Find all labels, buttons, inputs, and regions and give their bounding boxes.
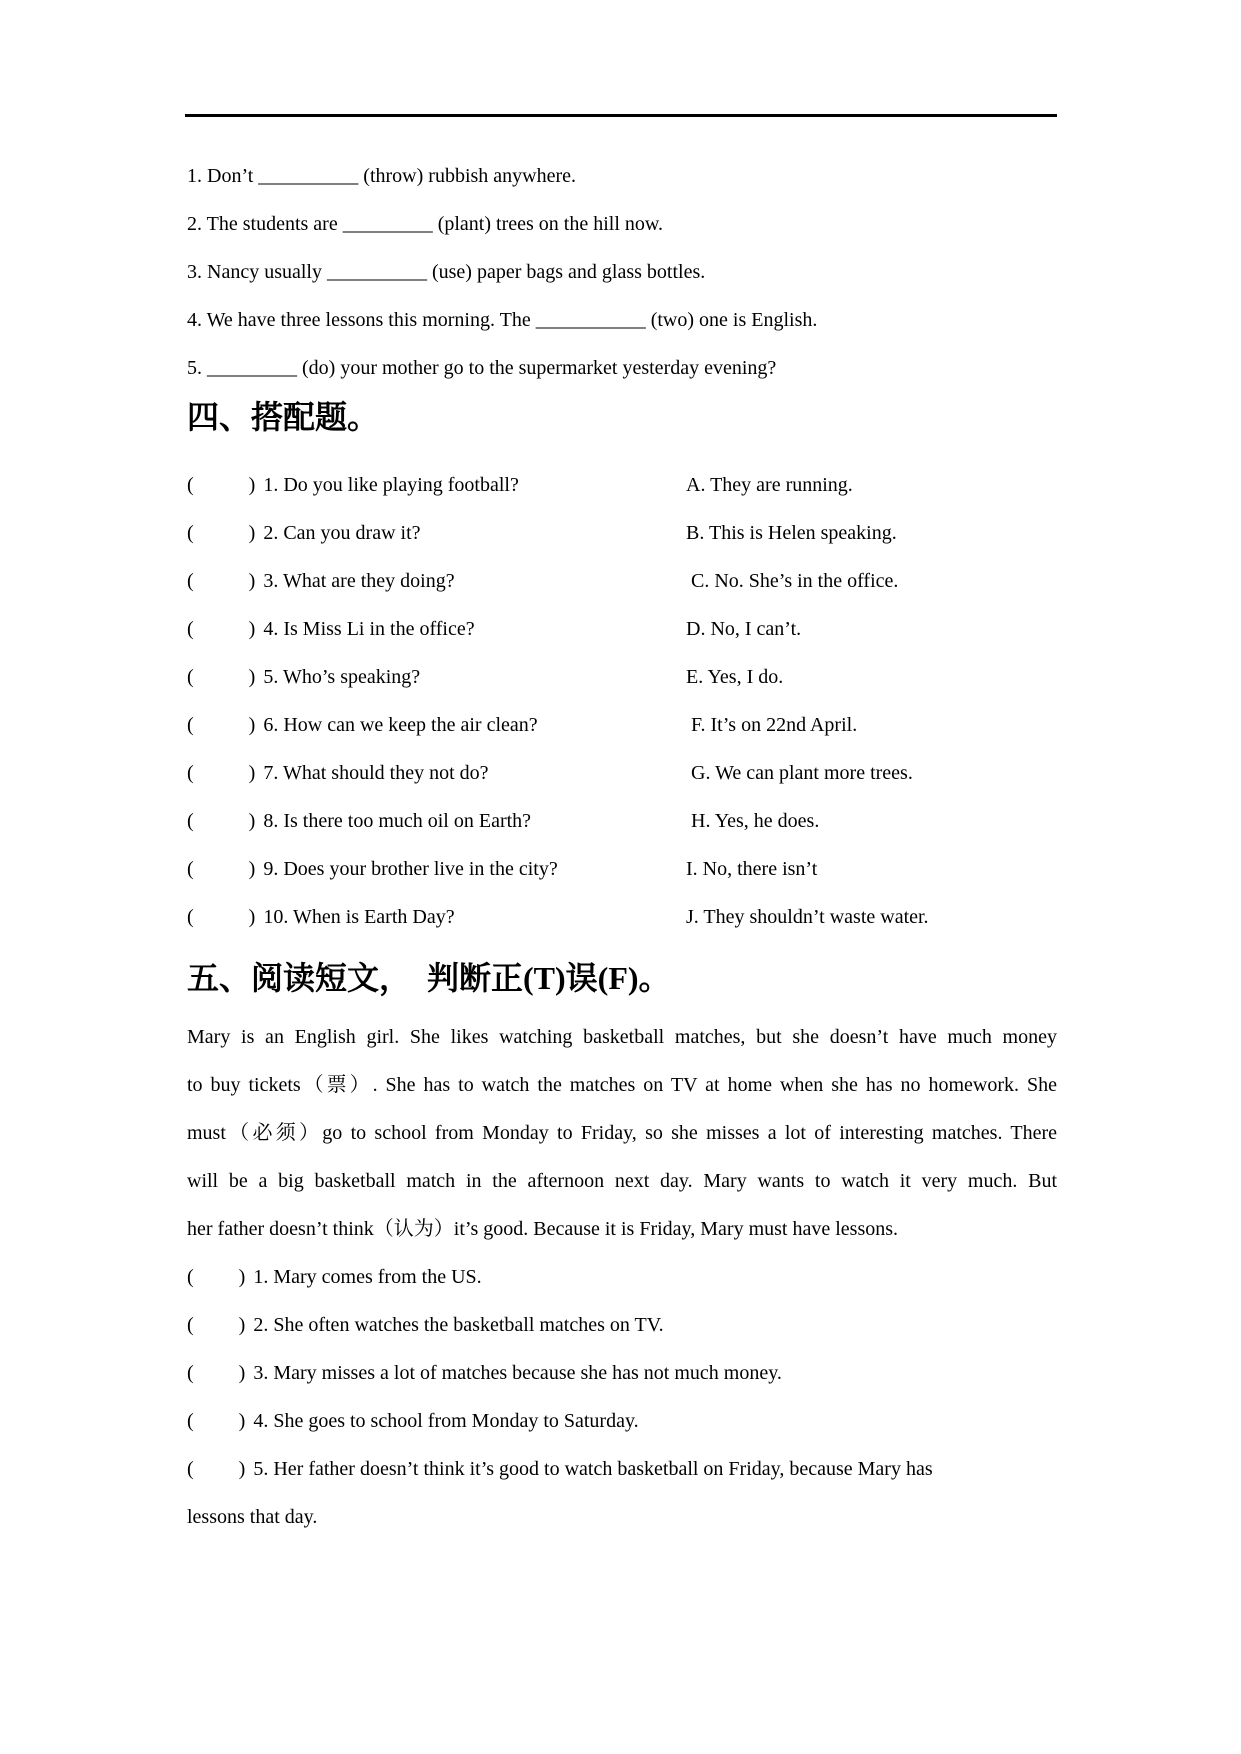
answer-paren-close: ) (248, 906, 256, 928)
matching-row-8 (187, 797, 1057, 845)
matching-question: 9. Does your brother live in the city? (263, 858, 558, 880)
fill-in-item-2 (187, 200, 1057, 248)
matching-row-4 (187, 605, 1057, 653)
answer-paren-close: ) (248, 858, 256, 880)
matching-question: 4. Is Miss Li in the office? (263, 618, 475, 640)
answer-paren-close: ) (248, 810, 256, 832)
matching-answer: A. They are running. (686, 474, 853, 496)
fill-in-item-4 (187, 296, 1057, 344)
tf-statement: 2. She often watches the basketball matches on TV. (253, 1314, 664, 1336)
tf-statement-continuation: lessons that day. (187, 1506, 318, 1528)
matching-row-9 (187, 845, 1057, 893)
answer-paren-close: ) (248, 474, 256, 496)
matching-answer: F. It’s on 22nd April. (686, 714, 858, 736)
matching-answer: I. No, there isn’t (686, 858, 818, 880)
header-rule (185, 114, 1057, 117)
answer-paren-open: ( (187, 714, 194, 736)
matching-question: 10. When is Earth Day? (263, 906, 455, 928)
answer-paren-open: ( (187, 906, 194, 928)
reading-passage (187, 1013, 1057, 1253)
answer-paren-close: ) (238, 1266, 246, 1288)
matching-question: 5. Who’s speaking? (263, 666, 421, 688)
answer-paren-open: ( (187, 1458, 194, 1480)
reading-section-heading: 五、阅读短文， 判断正(T)误(F)。 (187, 960, 671, 996)
matching-answer: J. They shouldn’t waste water. (686, 906, 929, 928)
matching-row-2 (187, 509, 1057, 557)
fill-in-item-5-text: 5. _________ (do) your mother go to the supermarket yesterday evening? (187, 357, 777, 379)
matching-row-10 (187, 893, 1057, 941)
passage-line-4: will be a big basketball match in the afternoon next day. Mary wants to watch it very much. But (187, 1170, 1057, 1192)
matching-question: 8. Is there too much oil on Earth? (263, 810, 532, 832)
fill-in-item-4-text: 4. We have three lessons this morning. The ___________ (two) one is English. (187, 309, 818, 331)
answer-paren-close: ) (238, 1314, 246, 1336)
matching-question: 2. Can you draw it? (263, 522, 421, 544)
matching-answer: H. Yes, he does. (686, 810, 820, 832)
matching-section (187, 461, 1057, 941)
fill-in-item-1-text: 1. Don’t __________ (throw) rubbish anywhere. (187, 165, 577, 187)
answer-paren-open: ( (187, 810, 194, 832)
answer-paren-close: ) (238, 1362, 246, 1384)
answer-paren-open: ( (187, 522, 194, 544)
answer-paren-close: ) (248, 522, 256, 544)
answer-paren-open: ( (187, 1266, 194, 1288)
answer-paren-close: ) (248, 714, 256, 736)
answer-paren-open: ( (187, 858, 194, 880)
answer-paren-close: ) (248, 570, 256, 592)
answer-paren-close: ) (248, 618, 256, 640)
answer-paren-open: ( (187, 666, 194, 688)
matching-section-heading: 四、搭配题。 (187, 399, 380, 435)
passage-line-5: her father doesn’t think（认为）it’s good. Because it is Friday, Mary must have lessons. (187, 1218, 899, 1240)
true-false-section (187, 1253, 1057, 1541)
answer-paren-close: ) (238, 1458, 246, 1480)
answer-paren-open: ( (187, 1410, 194, 1432)
matching-question: 6. How can we keep the air clean? (263, 714, 538, 736)
tf-item-3 (187, 1349, 1057, 1397)
passage-line-3: must（必须）go to school from Monday to Friday, so she misses a lot of interesting matches. There (187, 1122, 1057, 1144)
tf-statement: 1. Mary comes from the US. (253, 1266, 482, 1288)
matching-answer: E. Yes, I do. (686, 666, 784, 688)
answer-paren-open: ( (187, 1362, 194, 1384)
tf-item-4 (187, 1397, 1057, 1445)
fill-in-section (187, 152, 1057, 392)
answer-paren-open: ( (187, 570, 194, 592)
tf-statement: 3. Mary misses a lot of matches because she has not much money. (253, 1362, 782, 1384)
matching-row-5 (187, 653, 1057, 701)
answer-paren-close: ) (248, 666, 256, 688)
tf-item-2 (187, 1301, 1057, 1349)
matching-question: 1. Do you like playing football? (263, 474, 519, 496)
answer-paren-close: ) (248, 762, 256, 784)
fill-in-item-5 (187, 344, 1057, 392)
passage-line-2: to buy tickets（票）. She has to watch the matches on TV at home when she has no homework. She (187, 1074, 1057, 1096)
tf-statement: 4. She goes to school from Monday to Saturday. (253, 1410, 639, 1432)
matching-row-6 (187, 701, 1057, 749)
matching-question: 3. What are they doing? (263, 570, 455, 592)
matching-row-1 (187, 461, 1057, 509)
tf-item-5-continuation (187, 1493, 1057, 1541)
passage-line-1: Mary is an English girl. She likes watching basketball matches, but she doesn’t have much money (187, 1026, 1057, 1048)
tf-item-5 (187, 1445, 1057, 1493)
tf-item-1 (187, 1253, 1057, 1301)
fill-in-item-3 (187, 248, 1057, 296)
fill-in-item-2-text: 2. The students are _________ (plant) trees on the hill now. (187, 213, 664, 235)
answer-paren-open: ( (187, 618, 194, 640)
tf-statement: 5. Her father doesn’t think it’s good to watch basketball on Friday, because Mary has (253, 1458, 933, 1480)
answer-paren-open: ( (187, 1314, 194, 1336)
matching-row-7 (187, 749, 1057, 797)
matching-row-3 (187, 557, 1057, 605)
matching-answer: D. No, I can’t. (686, 618, 802, 640)
answer-paren-open: ( (187, 474, 194, 496)
fill-in-item-1 (187, 152, 1057, 200)
matching-question: 7. What should they not do? (263, 762, 489, 784)
matching-answer: B. This is Helen speaking. (686, 522, 897, 544)
fill-in-item-3-text: 3. Nancy usually __________ (use) paper bags and glass bottles. (187, 261, 706, 283)
answer-paren-open: ( (187, 762, 194, 784)
matching-answer: C. No. She’s in the office. (686, 570, 899, 592)
answer-paren-close: ) (238, 1410, 246, 1432)
matching-answer: G. We can plant more trees. (686, 762, 913, 784)
